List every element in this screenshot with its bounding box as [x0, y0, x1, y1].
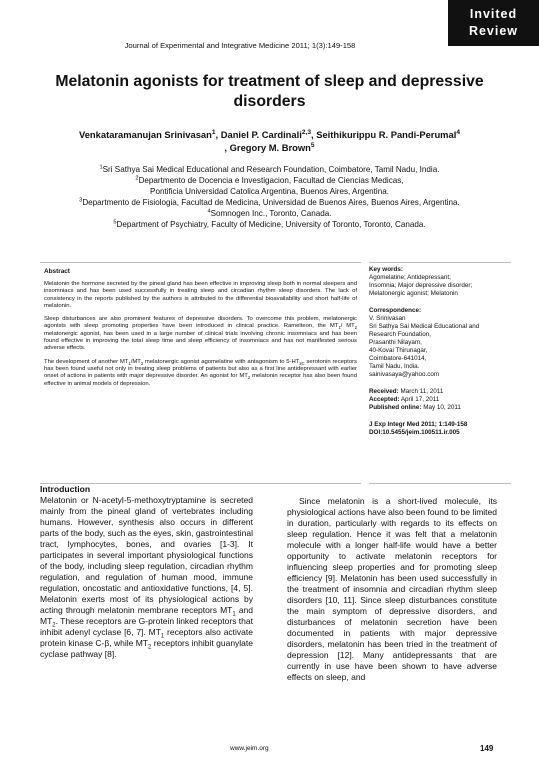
abstract-heading: Abstract — [44, 268, 70, 275]
badge-line1: Invited — [469, 7, 518, 21]
author-sup: 4 — [456, 128, 461, 136]
correspondence-line: Tamil Nadu, India. — [369, 363, 420, 370]
correspondence-label: Correspondence: — [369, 307, 422, 314]
keywords-label: Key words: — [369, 266, 403, 273]
body-paragraph: Melatonin or N-acetyl-5-methoxytryptamine is secreted mainly from the pineal gland of vertebrates including humans. However, synthesis also occurs in different parts of the body, such as the eyes, skin, gastrointestinal tract, lymphocytes, bones, and ovaries [1-3]. It participates in several important physiological functions of the body, including sleep regulation, circadian rhythm regulation, and regulation of human mood, immune regulation, oncostatic and antioxidative functions, [4, 5]. Melatonin exerts most of its physiological actions by acting through melatonin membrane receptors $MT_1$ and $MT_2$. These receptors are G-protein linked receptors that inhibit adenyl cyclase [6, 7]. $MT_1$ receptors also activate protein kinase C-β, while $MT_2$ receptors inhibit guanylate cyclase pathway [8]. — [40, 495, 254, 659]
doi-link[interactable]: DOI:10.5455/jeim.100511.ir.005 — [369, 429, 460, 436]
body-column-right — [287, 496, 497, 683]
accepted-date: Accepted: April 17, 2011 — [369, 396, 440, 403]
affiliations — [20, 164, 519, 230]
published-date: Published online: May 10, 2011 — [369, 404, 461, 411]
email-link[interactable]: sainivasaya@yahoo.com — [369, 371, 440, 378]
affiliation-line: $^3$Departmento de Fisiologia, Facultad de Medicina, Universidad de Buenos Aires, Buenos Aires, Argentina. — [79, 197, 460, 207]
footer-url[interactable]: www.jeim.org — [230, 745, 269, 752]
author-list — [30, 128, 509, 154]
body-paragraph: Since melatonin is a short-lived molecule, its physiological actions have also been found to be limited in duration, particularly with regards to its effects on sleep regulation. Hence it was felt that a melatonin molecule with a longer half-life would have a better opportunity to activate melatonin receptors for influencing sleep properties and for promoting sleep efficiency [9]. Melatonin has been used successfully in the treatment of insomnia and circadian rhythm sleep disorders [10, 11]. Since sleep disturbances constitute the main symptom of depressive disorders, and disturbances of melatonin secretion have been documented in patients with major depressive disorders, melatonin has been tried in the treatment of depression [12]. Many antidepressants that are currently in use have been shown to have adverse effects on sleep, and — [287, 496, 497, 682]
correspondence-line: V. Srinivasan — [369, 315, 406, 322]
page-number: 149 — [480, 744, 494, 753]
abstract-section — [40, 262, 361, 484]
abstract-paragraph: Melatonin the hormone secreted by the pineal gland has been effective in improving sleep both in normal sleepers and insomniacs and has been used successfully in treating sleep and circadian rhythm sleep disorders. The lack of consistency in the reports published by the authors is attributed to the differential bioavailability and short half-life of melatonin. — [44, 281, 357, 309]
correspondence-line: Prasanthi Nilayam, — [369, 339, 422, 346]
abstract-paragraph: Sleep disturbances are also prominent features of depressive disorders. To overcome this problem, melatonergic agonists with sleep promoting properties have been introduced in clinical practice. Ramelteon, the $MT_1/$ $MT_2$ melatonergic agonist, has been used in a large number of clinical trials involving chronic insomniacs and has been found effective in improving the total sleep time and sleep efficiency of insomniacs and has not manifested serious adverse effects. — [44, 316, 357, 352]
affiliation-line: $^5$Department of Psychiatry, Faculty of Medicine, University of Toronto, Toronto, Canada. — [113, 219, 426, 229]
affiliation-line: $^2$Departmento de Docencia e Investigacion, Facultad de Ciencias Medicas, — [135, 175, 404, 185]
author-name: Venkataramanujan Srinivasan — [78, 129, 212, 140]
badge-line2: Review — [468, 24, 519, 38]
affiliation-line: Pontificia Universidad Catolica Argentina, Buenos Aires, Argentina. — [150, 187, 389, 196]
affiliation-line: $^4$Somnogen Inc., Toronto, Canada. — [207, 208, 332, 218]
correspondence-line: Research Foundation, — [369, 331, 431, 338]
citation: J Exp Integr Med 2011; 1:149-158 — [369, 421, 468, 428]
author-name: , Seithikurippu R. Pandi-Perumal — [311, 129, 457, 140]
affiliation-line: $^1$Sri Sathya Sai Medical Educational and Research Foundation, Coimbatore, Tamil Nadu, India. — [99, 164, 440, 174]
article-title: Melatonin agonists for treatment of sleep and depressive disorders — [55, 73, 484, 110]
author-sup: 2,3 — [301, 128, 311, 136]
author-name: , Gregory M. Brown — [224, 142, 311, 153]
correspondence-line: Sri Sathya Sai Medical Educational and — [369, 323, 480, 330]
keywords-line: Agomelatine; Antidepressant; — [369, 274, 451, 281]
abstract-paragraph: The development of another $MT_1/MT_2$ melatonergic agonist agomelatine with antagonism to $5-HT_{2C}$ serotonin receptors has been found useful not only in treating sleep problems of patients but also as a first line antidepressant with earlier onset of actions in patients with major depressive disorder. An agonist for $MT_2$ melatonin receptor has also been found effective in animal models of depression. — [44, 358, 358, 387]
body-column-left — [40, 484, 253, 660]
keywords-line: Melatonergic agonist; Melatonin — [369, 290, 458, 297]
author-name: , Daniel P. Cardinali — [215, 129, 302, 140]
introduction-heading: Introduction — [40, 484, 91, 494]
author-sup: 5 — [310, 141, 315, 149]
author-sup: 1 — [211, 128, 216, 136]
received-date: Received: March 11, 2011 — [369, 388, 444, 395]
correspondence-line: 40-Kovai Thirunagar, — [369, 347, 428, 354]
keywords-line: Insomnia; Major depressive disorder; — [369, 282, 473, 289]
article-info-sidebar — [369, 262, 511, 484]
correspondence-line: Coimbatore-641014, — [369, 355, 427, 362]
journal-header: Journal of Experimental and Integrative Medicine 2011; 1(3):149-158 — [124, 41, 356, 50]
invited-review-badge — [448, 0, 539, 46]
